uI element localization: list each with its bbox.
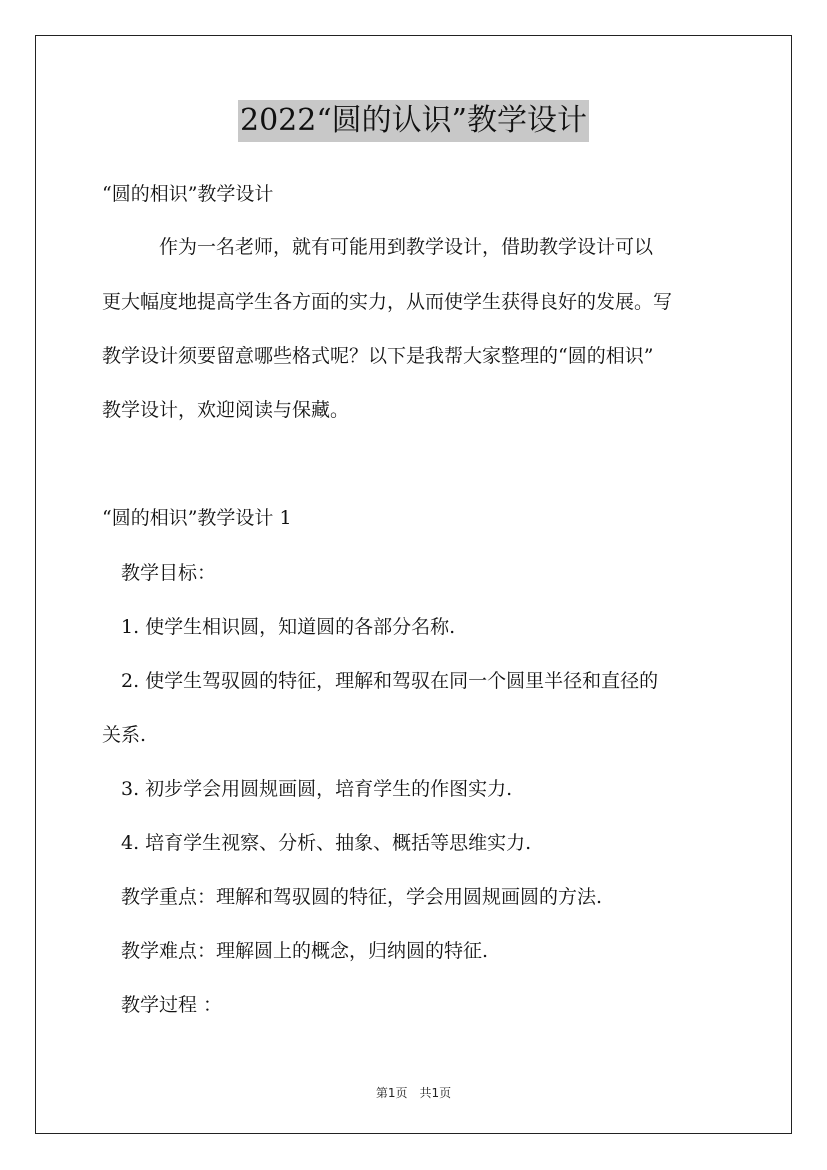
body-line: 教学过程 ： <box>102 994 223 1016</box>
body-line: 1. 使学生相识圆，知道圆的各部分名称. <box>102 616 456 638</box>
body-line: 教学重点：理解和驾驭圆的特征，学会用圆规画圆的方法. <box>102 886 603 908</box>
body-line: 教学目标： <box>102 562 217 584</box>
intro-line: 作为一名老师，就有可能用到教学设计，借助教学设计可以 <box>102 236 654 258</box>
section-title: “圆的相识”教学设计 1 <box>102 507 292 529</box>
body-line: 3. 初步学会用圆规画圆，培育学生的作图实力. <box>102 778 513 800</box>
page-number: 第1页 共1页 <box>375 1086 452 1100</box>
body-line: 教学难点：理解圆上的概念，归纳圆的特征. <box>102 940 489 962</box>
title-container <box>0 100 827 142</box>
body-line: 2. 使学生驾驭圆的特征，理解和驾驭在同一个圆里半径和直径的 <box>102 670 659 692</box>
body-line: 关系. <box>102 724 147 746</box>
subtitle: “圆的相识”教学设计 <box>102 183 274 205</box>
intro-line: 教学设计，欢迎阅读与保藏。 <box>102 399 350 421</box>
body-line: 4. 培育学生视察、分析、抽象、概括等思维实力. <box>102 832 532 854</box>
intro-line: 教学设计须要留意哪些格式呢？以下是我帮大家整理的“圆的相识” <box>102 345 654 367</box>
intro-line: 更大幅度地提高学生各方面的实力，从而使学生获得良好的发展。写 <box>102 291 673 313</box>
document-title: 2022“圆的认识”教学设计 <box>238 100 589 142</box>
